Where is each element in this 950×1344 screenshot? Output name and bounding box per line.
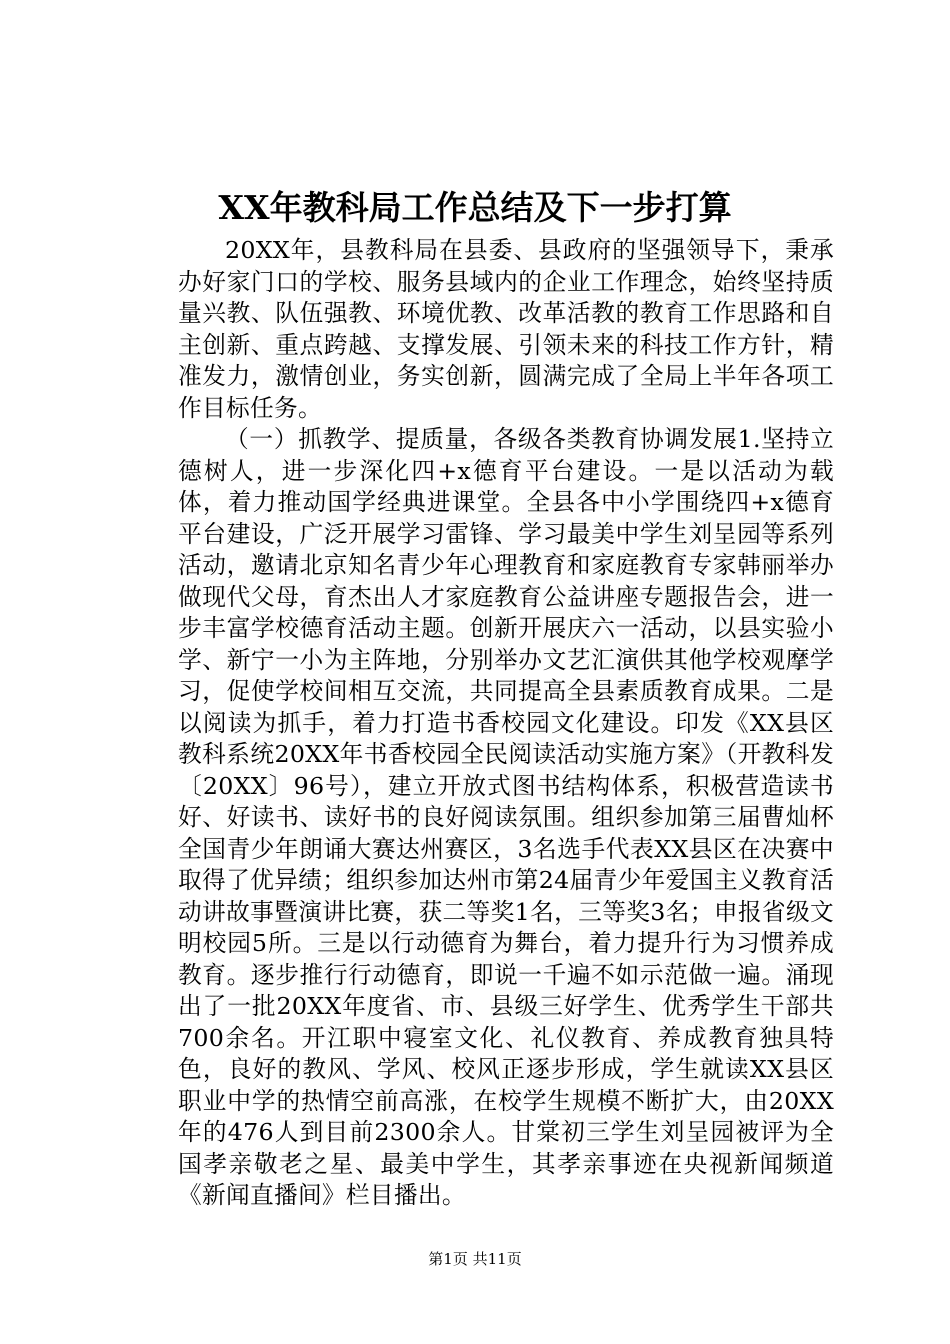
page-number-footer: 第1页 共11页 (428, 1250, 522, 1268)
document-body (178, 235, 834, 1212)
paragraph-intro: 20XX年，县教科局在县委、县政府的坚强领导下，秉承办好家门口的学校、服务县域内的企业工作理念，始终坚持质量兴教、队伍强教、环境优教、改革活教的教育工作思路和自主创新、重点跨越、支撑发展、引领未来的科技工作方针，精准发力，激情创业，务实创新，圆满完成了全局上半年各项工作目标任务。 (178, 236, 834, 422)
document-title: XX年教科局工作总结及下一步打算 (218, 188, 732, 227)
paragraph-section-one: （一）抓教学、提质量，各级各类教育协调发展1.坚持立德树人，进一步深化四+x德育平台建设。一是以活动为载体，着力推动国学经典进课堂。全县各中小学围绕四+x德育平台建设，广泛开展学习雷锋、学习最美中学生刘呈园等系列活动，邀请北京知名青少年心理教育和家庭教育专家韩丽举办做现代父母，育杰出人才家庭教育公益讲座专题报告会，进一步丰富学校德育活动主题。创新开展庆六一活动，以县实验小学、新宁一小为主阵地，分别举办文艺汇演供其他学校观摩学习，促使学校间相互交流，共同提高全县素质教育成果。二是以阅读为抓手，着力打造书香校园文化建设。印发《XX县区教科系统20XX年书香校园全民阅读活动实施方案》（开教科发〔20XX〕96号），建立开放式图书结构体系，积极营造读书好、好读书、读好书的良好阅读氛围。组织参加第三届曹灿杯全国青少年朗诵大赛达州赛区，3名选手代表XX县区在决赛中取得了优异绩；组织参加达州市第24届青少年爱国主义教育活动讲故事暨演讲比赛，获二等奖1名，三等奖3名；申报省级文明校园5所。三是以行动德育为舞台，着力提升行为习惯养成教育。逐步推行行动德育，即说一千遍不如示范做一遍。涌现出了一批20XX年度省、市、县级三好学生、优秀学生干部共700余名。开江职中寝室文化、礼仪教育、养成教育独具特色，良好的教风、学风、校风正逐步形成，学生就读XX县区职业中学的热情空前高涨，在校学生规模不断扩大，由20XX年的476人到目前2300余人。甘棠初三学生刘呈园被评为全国孝亲敬老之星、最美中学生，其孝亲事迹在央视新闻频道《新闻直播间》栏目播出。 (178, 425, 834, 1209)
